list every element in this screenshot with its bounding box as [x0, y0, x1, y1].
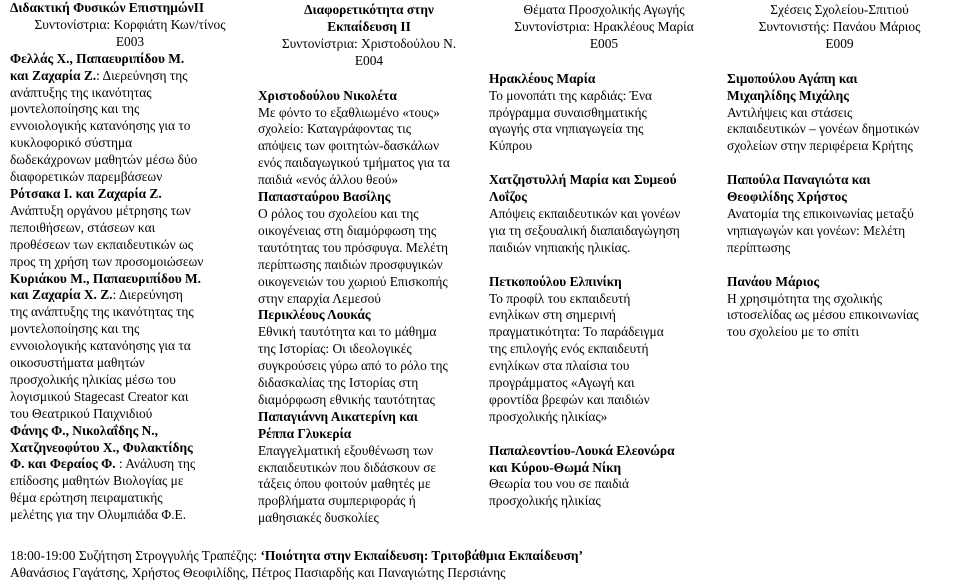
paper-text-line [489, 155, 719, 172]
paper-text-line: εννοιολογικής κατανόησης για τα [10, 338, 191, 354]
session-coordinator: Συντονιστής: Πανάου Μάριος Ε009 [758, 18, 921, 51]
paper-text-line: πραγματικότητα: Το παράδειγμα [489, 324, 664, 340]
paper-text-line: περίπτωσης [727, 239, 791, 255]
paper-authors: Χατζηνεοφύτου Χ., Φυλακτίδης [10, 439, 193, 455]
paper-text-line: Θεωρία του νου σε παιδιά [489, 476, 630, 492]
paper-text-line: σχολείο: Καταγράφοντας τις [258, 121, 412, 137]
paper-text-line: οικοσυστήματα μαθητών [10, 355, 145, 371]
paper-text-line [489, 257, 719, 274]
paper-text-line: προβλήματα συμπεριφοράς ή [258, 493, 416, 509]
paper-text-line: Ο ρόλος του σχολείου και της [258, 205, 419, 221]
paper-text-line: Η χρησιμότητα της σχολικής [727, 290, 883, 306]
paper-authors: Χριστοδούλου Νικολέτα [258, 87, 397, 103]
paper-text-line: Συντονίστρια: Κορφιάτη Κων/τίνος [34, 16, 226, 32]
column-diaforetikotita [258, 2, 480, 527]
paper-authors: Κυριάκου Μ., Παπαευριπίδου Μ. [10, 270, 201, 286]
paper-authors: Περικλέους Λουκάς [258, 307, 371, 323]
paper-text-line [10, 287, 250, 304]
paper-text-line: Ε003 [115, 33, 145, 49]
paper-text-line: Εθνική ταυτότητα και το μάθημα [258, 324, 437, 340]
paper-text-line: επίδοσης μαθητών Βιολογίας με [10, 473, 184, 489]
paper-authors: Θεοφιλίδης Χρήστος [727, 189, 847, 205]
paper-authors: Διδακτική Φυσικών ΕπιστημώνΙΙ [10, 0, 205, 15]
paper-text-line: στην επαρχία Λεμεσού [258, 290, 381, 306]
paper-text-line: Με φόντο το εξαθλιωμένο «τους» [258, 104, 440, 120]
paper-title-start: : Διερεύνηση [112, 287, 183, 303]
paper-text-line: δωδεκάχρονων μαθητών μέσω δύο [10, 152, 198, 168]
paper-text-line: προσχολικής ηλικίας» [489, 408, 608, 424]
paper-text-line: Κύπρου [489, 138, 533, 154]
session-papers [258, 88, 480, 528]
paper-text-line: προγράμματος «Αγωγή και [489, 375, 635, 391]
paper-text-line: Το προφίλ του εκπαιδευτή [489, 290, 631, 306]
round-table-footer [10, 548, 955, 582]
paper-text-line: αγωγής στα νηπιαγωγεία της [489, 121, 644, 137]
paper-text-line: Επαγγελματική εξουθένωση των [258, 442, 434, 458]
paper-authors: Παπαλεοντίου-Λουκά Ελεονώρα [489, 442, 675, 458]
paper-authors: Παπαγιάννη Αικατερίνη και [258, 408, 418, 424]
paper-authors: Πετκοπούλου Ελπινίκη [489, 273, 622, 289]
paper-text-line: μελέτης για την Ολυμπιάδα Φ.Ε. [10, 507, 187, 523]
paper-text-line: συγκρούσεις γύρω από το ρόλο της [258, 358, 448, 374]
paper-text-line: ανάπτυξης της ικανότητας [10, 84, 152, 100]
paper-authors: και Ζαχαρία Χ. Ζ. [10, 287, 113, 303]
paper-authors: και Κύρου-Θωμά Νίκη [489, 459, 622, 475]
paper-text-line [727, 155, 952, 172]
paper-text-line: μοντελοποίησης και της [10, 101, 140, 117]
paper-authors: Χατζηστυλλή Μαρία και Συμεού [489, 172, 677, 188]
paper-text-line: εκπαιδευτικών που διδάσκουν σε [258, 459, 437, 475]
paper-text-line: του Θεατρικού Παιχνιδιού [10, 405, 153, 421]
paper-text-line: προς τη χρήση των προσομοιώσεων [10, 253, 204, 269]
paper-text-line: πρόγραμμα συναισθηματικής [489, 104, 647, 120]
paper-text-line: της επιλογής ενός εκπαιδευτή [489, 341, 649, 357]
paper-text-line: του σχολείου με το σπίτι [727, 324, 860, 340]
paper-text-line: για τη σεξουαλική διαπαιδαγώγηση [489, 222, 680, 238]
paper-authors: και Ζαχαρία Ζ. [10, 67, 97, 83]
paper-text-line: Το μονοπάτι της καρδιάς: Ένα [489, 87, 653, 103]
session-title: Σχέσεις Σχολείου-Σπιτιού [770, 2, 909, 17]
paper-title-start: : Ανάλυση της [115, 456, 196, 472]
column-sxeseis [727, 2, 952, 341]
paper-text-line: ενηλίκων στη σημερινή [489, 307, 616, 323]
paper-text-line [10, 456, 250, 473]
paper-authors: Ρέππα Γλυκερία [258, 425, 352, 441]
paper-text-line: φροντίδα βρεφών και παιδιών [489, 391, 650, 407]
paper-text-line: διαμόρφωση εθνικής ταυτότητας [258, 391, 435, 407]
column-didaktiki [10, 0, 250, 524]
paper-authors: Παπασταύρου Βασίλης [258, 189, 391, 205]
session-papers [489, 71, 719, 511]
session-title: Διαφορετικότητα στην Εκπαίδευση ΙΙ [304, 2, 434, 34]
paper-text-line: παιδιών νηπιακής ηλικίας. [489, 239, 631, 255]
paper-authors: Λοΐζος [489, 189, 527, 205]
paper-text-line: ενηλίκων στα πλαίσια του [489, 358, 630, 374]
paper-text-line: θέμα ερώτηση πειραματικής [10, 490, 163, 506]
paper-authors: Φάνης Φ., Νικολαΐδης Ν., [10, 422, 158, 438]
paper-authors: Φελλάς Χ., Παπαευριπίδου Μ. [10, 50, 185, 66]
column-prosxoliki [489, 2, 719, 510]
paper-text-line [489, 426, 719, 443]
round-table-participants: Αθανάσιος Γαγάτσης, Χρήστος Θεοφιλίδης, Πέτρος Πασιαρδής και Παναγιώτης Περσιάνης [10, 564, 506, 580]
round-table-line: 18:00-19:00 Συζήτηση Στρογγυλής Τραπέζης: ‘Ποιότητα στην Εκπαίδευση: Τριτοβάθμια Εκπαίδευση’ [10, 548, 583, 563]
paper-authors: Φ. και Φεραίος Φ. [10, 456, 116, 472]
paper-authors: Μιχαηλίδης Μιχάλης [727, 87, 849, 103]
paper-text-line: παιδιά «ενός άλλου θεού» [258, 172, 399, 188]
paper-text-line: ταυτότητας του πρόσφυγα. Μελέτη [258, 239, 448, 255]
paper-authors: Πανάου Μάριος [727, 273, 820, 289]
paper-text-line: οικογένειας στη διαμόρφωση της [258, 222, 437, 238]
paper-authors: Ηρακλέους Μαρία [489, 70, 596, 86]
paper-text-line: της ανάπτυξης της ικανότητας της [10, 304, 194, 320]
paper-text-line: νηπιαγωγών και γονέων: Μελέτη [727, 222, 906, 238]
paper-text-line: ιστοσελίδας ως μέσου επικοινωνίας [727, 307, 919, 323]
paper-text-line: λογισμικού Stagecast Creator και [10, 388, 189, 404]
paper-text-line: εκπαιδευτικών – γονέων δημοτικών [727, 121, 920, 137]
paper-text-line: Ανάπτυξη οργάνου μέτρησης των [10, 202, 191, 218]
paper-text-line: προσχολικής ηλικίας [489, 493, 601, 509]
paper-text-line: Απόψεις εκπαιδευτικών και γονέων [489, 205, 681, 221]
paper-authors: Σιμοπούλου Αγάπη και [727, 70, 858, 86]
paper-text-line: Αντιλήψεις και στάσεις [727, 104, 853, 120]
paper-text-line: οικογενειών του χωριού Επισκοπής [258, 273, 448, 289]
paper-text-line: τάξεις όπου φοιτούν μαθητές με [258, 476, 431, 492]
paper-text-line: κυκλοφορικό σύστημα [10, 135, 133, 151]
paper-text-line: απόψεις των φοιτητών-δασκάλων [258, 138, 439, 154]
paper-text-line [727, 257, 952, 274]
session-coordinator: Συντονίστρια: Ηρακλέους Μαρία Ε005 [514, 18, 694, 51]
session-title: Θέματα Προσχολικής Αγωγής [523, 2, 685, 17]
paper-text-line: προθέσεων των εκπαιδευτικών ως [10, 236, 194, 252]
paper-text-line: διδασκαλίας της Ιστορίας στη [258, 375, 419, 391]
paper-text-line: Ανατομία της επικοινωνίας μεταξύ [727, 205, 914, 221]
paper-text-line: περίπτωσης παιδιών προσφυγικών [258, 256, 443, 272]
session-papers [727, 71, 952, 342]
paper-text-line: διαφορετικών παρεμβάσεων [10, 169, 163, 185]
paper-text-line: ενός παιδαγωγικού τμήματος για τα [258, 155, 450, 171]
paper-title-start: : Διερεύνηση της [96, 67, 188, 83]
paper-text-line: πεποιθήσεων, στάσεων και [10, 219, 156, 235]
paper-text-line: μοντελοποίησης και της [10, 321, 140, 337]
paper-text-line [10, 68, 250, 85]
paper-text-line: εννοιολογικής κατανόησης για το [10, 118, 191, 134]
paper-authors: Παπούλα Παναγιώτα και [727, 172, 871, 188]
paper-text-line: μαθησιακές δυσκολίες [258, 510, 379, 526]
paper-authors: Ρότσακα Ι. και Ζαχαρία Ζ. [10, 185, 162, 201]
session-coordinator: Συντονίστρια: Χριστοδούλου Ν. Ε004 [281, 35, 457, 68]
paper-text-line: της Ιστορίας: Οι ιδεολογικές [258, 341, 412, 357]
paper-text-line: προσχολικής ηλικίας μέσω του [10, 371, 176, 387]
paper-text-line: σχολείων στην περιφέρεια Κρήτης [727, 138, 913, 154]
